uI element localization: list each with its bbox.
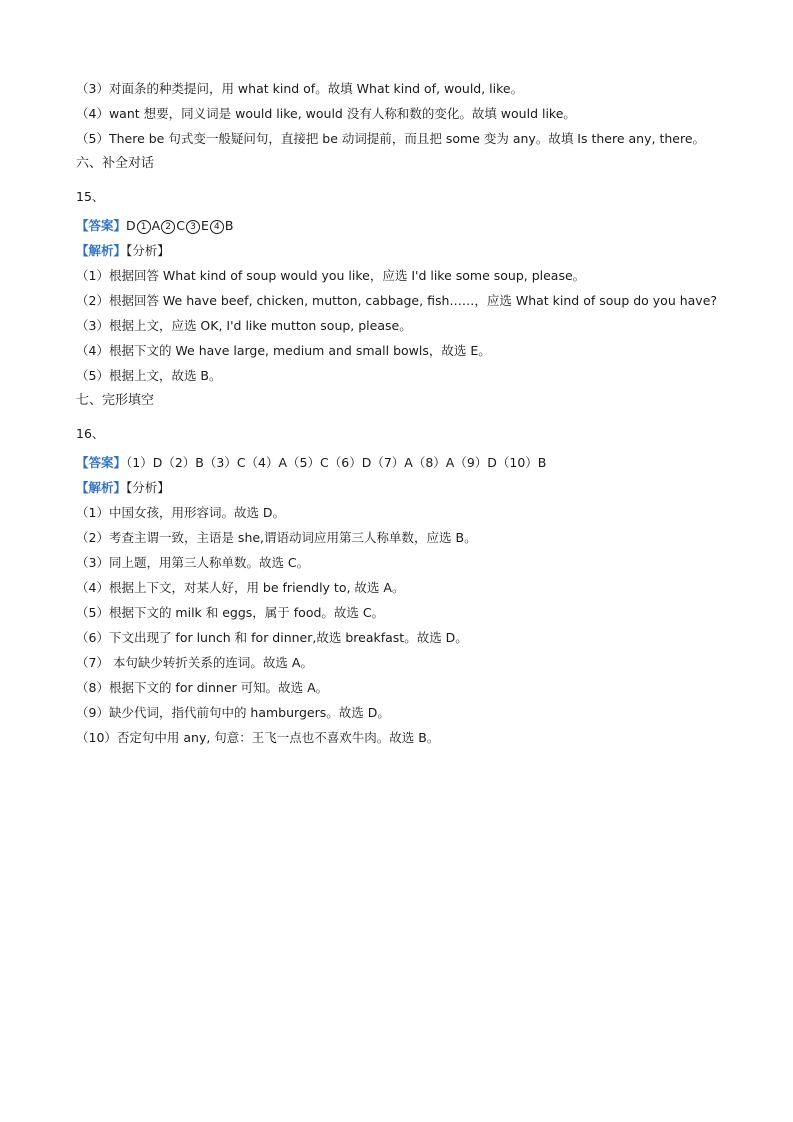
explanation-line: （10）否定句中用 any, 句意：王飞一点也不喜欢牛肉。故选 B。 (76, 730, 440, 745)
answer-tag: 【答案】 (76, 218, 127, 233)
section-heading-cloze: 七、完形填空 (76, 393, 155, 408)
circled-number: 3 (186, 220, 200, 234)
answer-text: （1）D（2）B（3）C（4）A（5）C（6）D（7）A（8）A（9）D（10）B (126, 455, 547, 470)
explanation-line: （5）根据上文，故选 B。 (76, 368, 222, 383)
explanation-line: （9）缺少代词，指代前句中的 hamburgers。故选 D。 (76, 705, 390, 720)
explanation-line: （4）want 想要，同义词是 would like, would 没有人称和数的变化。故填 would like。 (76, 106, 576, 121)
question-number: 16、 (76, 426, 105, 441)
analysis-subtag: 【分析】 (126, 480, 170, 495)
answer-letter: A (151, 218, 161, 233)
explanation-line: （3）根据上文，应选 OK, I'd like mutton soup, please。 (76, 318, 412, 333)
answer-letter: E (200, 218, 209, 233)
answer-letter: D (126, 218, 136, 233)
circled-number: 1 (137, 220, 151, 234)
answer-line (76, 213, 736, 238)
explanation-line: （5）There be 句式变一般疑问句，直接把 be 动词提前，而且把 some 变为 any。故填 Is there any, there。 (76, 131, 706, 146)
answer-letter: B (224, 218, 234, 233)
circled-number: 2 (161, 220, 175, 234)
circled-number: 4 (210, 220, 224, 234)
explanation-line: （2）根据回答 We have beef, chicken, mutton, cabbage, fish……，应选 What kind of soup do you have? (76, 293, 718, 308)
explanation-line: （5）根据下文的 milk 和 eggs，属于 food。故选 C。 (76, 605, 385, 620)
analysis-subtag: 【分析】 (126, 243, 170, 258)
explanation-line: （2）考查主谓一致，主语是 she,谓语动词应用第三人称单数，应选 B。 (76, 530, 477, 545)
explanation-line: （6）下文出现了 for lunch 和 for dinner,故选 breakfast。故选 D。 (76, 630, 468, 645)
explanation-line: （1）根据回答 What kind of soup would you like，应选 I'd like some soup, please。 (76, 268, 586, 283)
section-heading-dialogue: 六、补全对话 (76, 156, 155, 171)
answer-letter: C (176, 218, 185, 233)
explanation-line: （8）根据下文的 for dinner 可知。故选 A。 (76, 680, 329, 695)
explanation-line: （3）对面条的种类提问，用 what kind of。故填 What kind of, would, like。 (76, 81, 524, 96)
question-number: 15、 (76, 189, 105, 204)
explanation-line: （1）中国女孩，用形容词。故选 D。 (76, 505, 286, 520)
explanation-line: （7） 本句缺少转折关系的连词。故选 A。 (76, 655, 313, 670)
explanation-line: （3）同上题，用第三人称单数。故选 C。 (76, 555, 310, 570)
analysis-line (76, 475, 736, 500)
analysis-tag: 【解析】 (76, 243, 127, 258)
analysis-tag: 【解析】 (76, 480, 127, 495)
explanation-line: （4）根据上下文，对某人好，用 be friendly to, 故选 A。 (76, 580, 405, 595)
answer-line (76, 450, 736, 475)
document-content (76, 76, 736, 750)
analysis-line (76, 238, 736, 263)
answer-tag: 【答案】 (76, 455, 127, 470)
explanation-line: （4）根据下文的 We have large, medium and small bowls，故选 E。 (76, 343, 491, 358)
